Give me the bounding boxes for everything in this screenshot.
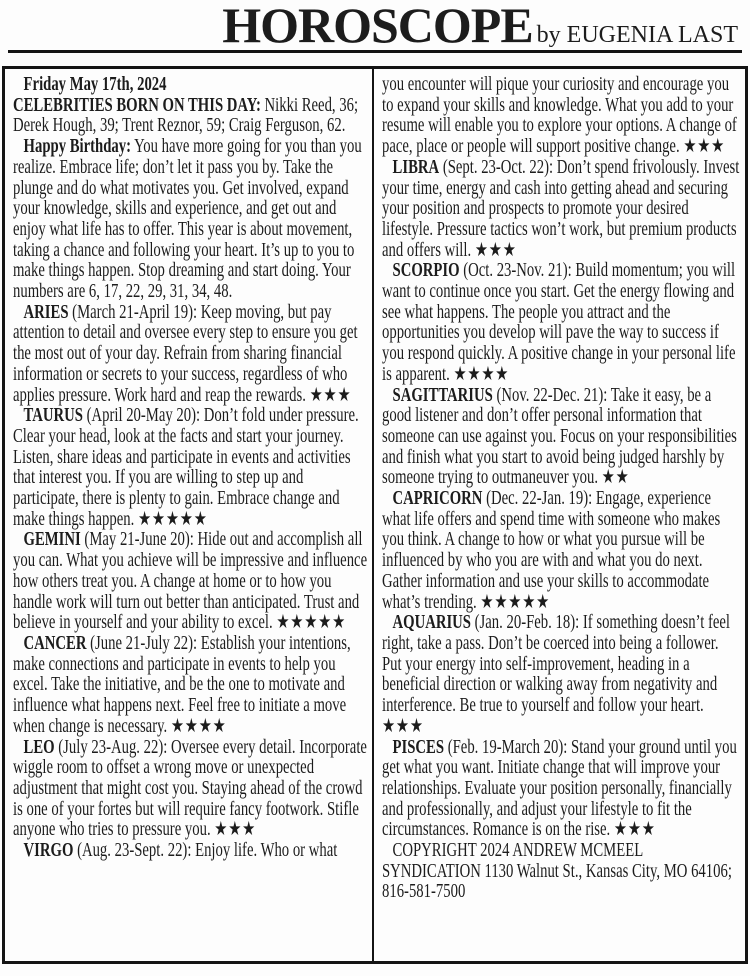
sign-pisces: [382, 738, 740, 842]
sign-text: Take it easy, be a good listener and don’t offer personal information that someone can use against you. Focus on your responsibilities and finish what you start to avoid being judged harshly by someone trying to outmaneuver you.: [382, 384, 737, 489]
star-rating: ★★★★★: [276, 612, 347, 634]
celebrities-label: CELEBRITIES BORN ON THIS DAY:: [13, 94, 261, 116]
sign-dates: (Jan. 20-Feb. 18):: [474, 612, 580, 634]
sign-gemini: [13, 530, 371, 634]
sign-name: TAURUS: [23, 405, 83, 427]
star-rating: ★★★: [309, 384, 352, 406]
star-rating: ★★★★★: [480, 591, 551, 613]
sign-name: PISCES: [392, 736, 445, 758]
sign-virgo-continued: [382, 75, 740, 158]
star-rating: ★★★: [613, 819, 656, 841]
star-rating: ★★★★: [453, 363, 510, 385]
sign-text: Build momentum; you will want to continue once you start. Get the energy flowing and see what happens. The people you attract and the opportunities you develop will pave the way to success if you respond quickly. A positive change in your personal life is apparent.: [382, 260, 736, 385]
sign-name: GEMINI: [23, 529, 81, 551]
star-rating: ★★★★: [170, 715, 227, 737]
sign-name: SAGITTARIUS: [392, 384, 493, 406]
celebrities-paragraph: CELEBRITIES BORN ON THIS DAY: Nikki Reed, 36; Derek Hough, 39; Trent Reznor, 59; Craig Ferguson, 62.: [13, 94, 359, 137]
star-rating: ★★★★★: [137, 508, 208, 530]
copyright-notice: COPYRIGHT 2024 ANDREW MCMEEL SYNDICATION 1130 Walnut St., Kansas City, MO 64106; 816-581-7500: [382, 840, 732, 903]
sign-cancer: [13, 634, 371, 738]
sign-leo: [13, 738, 371, 842]
sign-aquarius: [382, 613, 740, 737]
sign-name: LIBRA: [392, 156, 440, 178]
star-rating: ★★★: [683, 136, 726, 158]
sign-text: If something doesn’t feel right, take a pass. Don’t be coerced into being a follower. Put your energy into self-improvement, heading in a beneficial direction or walking away from negativity and interference. Be true to yourself and follow your heart.: [382, 612, 731, 717]
birthday-label: Happy Birthday:: [23, 136, 132, 158]
sign-dates: (Oct. 23-Nov. 21):: [463, 260, 572, 282]
horoscope-box: [2, 66, 748, 964]
sign-text: Stand your ground until you get what you want. Initiate change that will improve your relationships. Evaluate your position personally, financially and professionally, and adjust your lifestyle to fit the circumstances. Romance is on the rise.: [382, 736, 737, 841]
birthday-paragraph: Happy Birthday: You have more going for you than you realize. Embrace life; don’t let it pass you by. Take the plunge and do what motivates you. Get involved, expand your knowledge, skills and experience, and get out and enjoy what life has to offer. This year is about movement, taking a chance and following your heart. It’s up to you to make things happen. Stop dreaming and start doing. Your numbers are 6, 17, 22, 29, 31, 34, 48.: [13, 136, 362, 303]
sign-text: Hide out and accomplish all you can. What you achieve will be impressive and influence how others treat you. A change at home or to how you handle work will turn out better than anticipated. Trust and believe in yourself and your ability to excel.: [13, 529, 368, 634]
sign-capricorn: [382, 489, 740, 613]
sign-name: VIRGO: [23, 840, 74, 862]
sign-text: Engage, experience what life offers and spend time with someone who makes you think. A change to how or what you pursue will be influenced by who you are with and what you do next. Gather information and use your skills to accommodate what’s trending.: [382, 488, 721, 613]
sign-dates: (July 23-Aug. 22):: [58, 736, 168, 758]
sign-dates: (June 21-July 22):: [90, 632, 198, 654]
sign-name: CANCER: [23, 632, 87, 654]
sign-name: CAPRICORN: [392, 488, 483, 510]
masthead: [0, 0, 750, 53]
star-rating: ★★★: [474, 239, 517, 261]
sign-text: Oversee every detail. Incorporate wiggle room to offset a wrong move or unexpected adjustment that might cost you. Staying ahead of the crowd is one of your fortes but will require fancy footwork. Stifle anyone who tries to pressure you.: [13, 736, 367, 841]
sign-dates: (Nov. 22-Dec. 21):: [496, 384, 608, 406]
sign-dates: (March 21-April 19):: [72, 301, 198, 323]
page-title: HOROSCOPE: [222, 0, 533, 53]
sign-text: Enjoy life. Who or what: [195, 840, 338, 862]
sign-text: Don’t spend frivolously. Invest your time, energy and cash into getting ahead and securing your position and prospects to promote your desired lifestyle. Pressure tactics won’t work, but premium products and offers will.: [382, 156, 740, 261]
sign-text: Don’t fold under pressure. Clear your head, look at the facts and start your journey. Listen, share ideas and participate in events and activities that interest you. If you are willing to step up and participate, there is plenty to gain. Embrace change and make things happen.: [13, 405, 359, 530]
left-column: [5, 69, 374, 961]
star-rating: ★★: [601, 467, 630, 489]
sign-dates: (Aug. 23-Sept. 22):: [77, 840, 192, 862]
sign-scorpio: [382, 261, 740, 385]
sign-virgo-start: [13, 841, 371, 862]
sign-libra: [382, 158, 740, 262]
sign-name: SCORPIO: [392, 260, 460, 282]
sign-dates: (April 20-May 20):: [86, 405, 201, 427]
star-rating: ★★★: [214, 819, 257, 841]
sign-sagittarius: [382, 386, 740, 490]
sign-name: AQUARIUS: [392, 612, 471, 634]
byline: by EUGENIA LAST: [536, 22, 738, 48]
star-rating: ★★★: [382, 715, 424, 737]
date-line: Friday May 17th, 2024: [23, 74, 167, 95]
sign-taurus: [13, 406, 371, 530]
sign-name: LEO: [23, 736, 55, 758]
sign-dates: (Sept. 23-Oct. 22):: [442, 156, 554, 178]
sign-dates: (Dec. 22-Jan. 19):: [486, 488, 593, 510]
sign-aries: [13, 303, 371, 407]
sign-dates: (Feb. 19-March 20):: [447, 736, 568, 758]
sign-text: Establish your intentions, make connections and participate in events to help you excel. Take the initiative, and be the one to motivate and influence what happens next. Feel free to initiate a move when change is necessary.: [13, 632, 351, 737]
right-column: [374, 69, 747, 961]
sign-text: Keep moving, but pay attention to detail and oversee every step to ensure you get the most out of your day. Refrain from sharing financial information or secrets to your success, regardless of who applies pressure. Work hard and reap the rewards.: [13, 301, 358, 406]
sign-dates: (May 21-June 20):: [84, 529, 194, 551]
sign-name: ARIES: [23, 301, 69, 323]
sign-text: you encounter will pique your curiosity and encourage you to expand your skills and knowledge. What you add to your resume will enable you to explore your options. A change of pace, place or people will support positive change.: [382, 74, 737, 158]
